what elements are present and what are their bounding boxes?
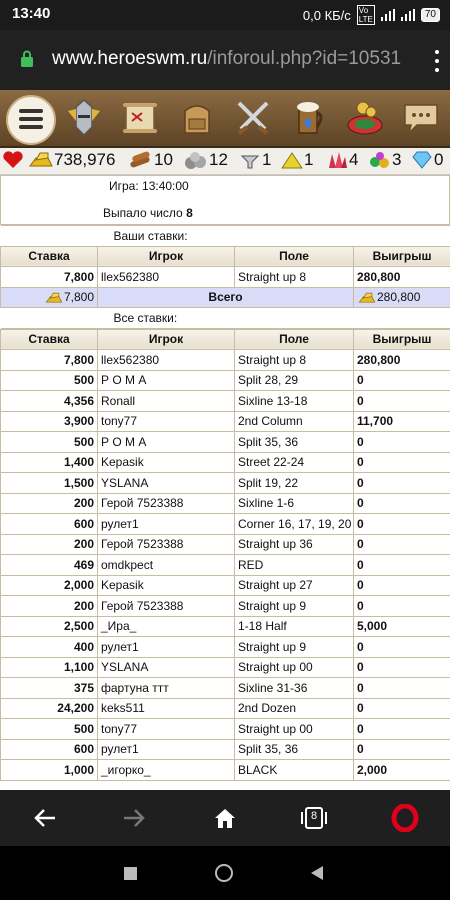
table-row bbox=[1, 637, 450, 658]
bet-field: BLACK bbox=[235, 760, 354, 781]
bet-field: Straight up 8 bbox=[235, 350, 354, 371]
status-icons bbox=[303, 5, 440, 25]
table-row bbox=[1, 657, 450, 678]
win-amount: 0 bbox=[354, 596, 450, 617]
browser-bottom-nav bbox=[0, 790, 450, 846]
player-name[interactable]: Kepasik bbox=[98, 575, 235, 596]
bet-amount: 2,500 bbox=[1, 616, 98, 637]
rolled-number: 8 bbox=[186, 206, 193, 220]
gems-resource bbox=[368, 150, 401, 170]
win-amount: 5,000 bbox=[354, 616, 450, 637]
table-row bbox=[1, 452, 450, 473]
bet-amount: 375 bbox=[1, 678, 98, 699]
home-icon[interactable] bbox=[213, 806, 237, 830]
header-bet: Ставка bbox=[1, 329, 98, 350]
bet-field: Split 19, 22 bbox=[235, 473, 354, 494]
player-name[interactable]: Kepasik bbox=[98, 452, 235, 473]
signal-icon-2 bbox=[401, 9, 415, 21]
total-label: Всего bbox=[98, 287, 354, 308]
bet-field: 2nd Dozen bbox=[235, 698, 354, 719]
bet-amount: 400 bbox=[1, 637, 98, 658]
gems-icon bbox=[368, 150, 392, 170]
table-row bbox=[1, 760, 450, 781]
table-row bbox=[1, 739, 450, 760]
sulfur-resource bbox=[280, 150, 313, 170]
bet-field: Split 35, 36 bbox=[235, 739, 354, 760]
bet-amount: 200 bbox=[1, 493, 98, 514]
table-row bbox=[1, 616, 450, 637]
win-amount: 0 bbox=[354, 452, 450, 473]
bet-amount: 1,100 bbox=[1, 657, 98, 678]
player-name[interactable]: llex562380 bbox=[98, 267, 235, 288]
all-bets-title: Все ставки: bbox=[113, 310, 178, 325]
header-field: Поле bbox=[235, 329, 354, 350]
tabs-button[interactable] bbox=[300, 804, 328, 832]
recents-icon[interactable] bbox=[124, 867, 137, 880]
heart-icon bbox=[2, 150, 24, 170]
win-amount: 0 bbox=[354, 432, 450, 453]
backpack-icon[interactable] bbox=[175, 97, 219, 139]
win-amount: 0 bbox=[354, 370, 450, 391]
table-row bbox=[1, 575, 450, 596]
game-info bbox=[0, 175, 450, 225]
player-name[interactable]: _игорко_ bbox=[98, 760, 235, 781]
table-row bbox=[1, 391, 450, 412]
bet-amount: 4,356 bbox=[1, 391, 98, 412]
bet-amount: 500 bbox=[1, 370, 98, 391]
crystal-resource bbox=[325, 150, 358, 170]
bet-field: Sixline 1-6 bbox=[235, 493, 354, 514]
win-amount: 0 bbox=[354, 493, 450, 514]
bet-amount: 2,000 bbox=[1, 575, 98, 596]
bet-amount: 600 bbox=[1, 739, 98, 760]
header-win: Выигрыш bbox=[354, 329, 450, 350]
bet-field: Straight up 9 bbox=[235, 596, 354, 617]
resources-bar bbox=[0, 148, 450, 175]
home-circle-icon[interactable] bbox=[215, 864, 233, 882]
bet-field: Split 35, 36 bbox=[235, 432, 354, 453]
crystal-amount: 4 bbox=[349, 150, 359, 169]
player-name[interactable]: рулет1 bbox=[98, 514, 235, 535]
crystal-icon bbox=[325, 150, 349, 170]
table-row bbox=[1, 493, 450, 514]
gold-resource bbox=[28, 150, 115, 170]
forward-arrow-icon[interactable] bbox=[122, 807, 146, 829]
system-nav-bar bbox=[0, 846, 450, 900]
lock-icon bbox=[20, 50, 34, 68]
table-row bbox=[1, 350, 450, 371]
total-row bbox=[1, 287, 450, 308]
bet-amount: 200 bbox=[1, 534, 98, 555]
win-amount: 0 bbox=[354, 698, 450, 719]
win-amount: 280,800 bbox=[354, 350, 450, 371]
table-row bbox=[1, 411, 450, 432]
header-player: Игрок bbox=[98, 329, 235, 350]
volte-icon: Vo LTE bbox=[358, 6, 373, 24]
total-bet bbox=[1, 287, 98, 308]
map-scroll-icon[interactable] bbox=[118, 97, 162, 139]
url-field[interactable] bbox=[52, 48, 407, 70]
bet-field: Street 22-24 bbox=[235, 452, 354, 473]
player-name[interactable]: YSLANA bbox=[98, 473, 235, 494]
bet-field: Straight up 27 bbox=[235, 575, 354, 596]
opera-logo-icon[interactable] bbox=[391, 804, 419, 832]
mercury-amount: 1 bbox=[262, 150, 272, 169]
ore-amount: 12 bbox=[209, 150, 228, 169]
table-row bbox=[1, 432, 450, 453]
bet-amount: 200 bbox=[1, 596, 98, 617]
all-bets-title-row bbox=[1, 308, 450, 329]
diamond-icon bbox=[410, 150, 434, 170]
ore-resource bbox=[183, 150, 228, 170]
win-amount: 11,700 bbox=[354, 411, 450, 432]
browser-url-bar bbox=[0, 30, 450, 90]
bet-amount: 7,800 bbox=[1, 350, 98, 371]
clock: 13:40 bbox=[12, 5, 51, 22]
bet-field: Split 28, 29 bbox=[235, 370, 354, 391]
bet-field: Straight up 8 bbox=[235, 267, 354, 288]
ore-icon bbox=[183, 150, 209, 170]
win-amount: 0 bbox=[354, 637, 450, 658]
bet-amount: 3,900 bbox=[1, 411, 98, 432]
player-name[interactable]: tony77 bbox=[98, 411, 235, 432]
sulfur-icon bbox=[280, 150, 304, 170]
health-indicator bbox=[2, 150, 24, 170]
my-bets-title-row bbox=[1, 226, 450, 247]
gold-icon bbox=[44, 291, 64, 305]
player-name[interactable]: omdkpect bbox=[98, 555, 235, 576]
all-bets-table bbox=[0, 329, 450, 781]
rolled-number-line bbox=[103, 206, 193, 220]
win-amount: 0 bbox=[354, 473, 450, 494]
menu-button[interactable] bbox=[6, 95, 56, 145]
win-amount: 0 bbox=[354, 657, 450, 678]
diamonds-resource bbox=[410, 150, 443, 170]
table-row bbox=[1, 555, 450, 576]
table-row bbox=[1, 473, 450, 494]
gold-icon bbox=[357, 291, 377, 305]
back-triangle-icon[interactable] bbox=[310, 865, 324, 881]
win-amount: 0 bbox=[354, 739, 450, 760]
bet-field: Straight up 36 bbox=[235, 534, 354, 555]
wood-resource bbox=[128, 150, 173, 170]
page-content bbox=[0, 175, 450, 790]
my-bets-title: Ваши ставки: bbox=[113, 228, 188, 243]
player-name[interactable]: Ronall bbox=[98, 391, 235, 412]
player-name[interactable]: рулет1 bbox=[98, 637, 235, 658]
gems-amount: 3 bbox=[392, 150, 402, 169]
table-row bbox=[1, 514, 450, 535]
bet-amount: 500 bbox=[1, 432, 98, 453]
bet-field: Sixline 13-18 bbox=[235, 391, 354, 412]
my-bets-header bbox=[1, 246, 450, 267]
header-win: Выигрыш bbox=[354, 246, 450, 267]
bet-field: Straight up 9 bbox=[235, 637, 354, 658]
total-bet-amount: 7,800 bbox=[63, 289, 94, 304]
bet-field: 2nd Column bbox=[235, 411, 354, 432]
game-nav-bar bbox=[0, 90, 450, 148]
player-name[interactable]: Герой 7523388 bbox=[98, 596, 235, 617]
total-win bbox=[354, 287, 450, 308]
player-name[interactable]: tony77 bbox=[98, 719, 235, 740]
bet-field: Sixline 31-36 bbox=[235, 678, 354, 699]
status-bar bbox=[0, 0, 450, 30]
wood-amount: 10 bbox=[154, 150, 173, 169]
table-row bbox=[1, 719, 450, 740]
browser-menu-button[interactable] bbox=[434, 50, 440, 72]
bet-amount: 600 bbox=[1, 514, 98, 535]
table-row bbox=[1, 370, 450, 391]
bet-amount: 469 bbox=[1, 555, 98, 576]
battery-icon: 70 bbox=[421, 8, 440, 22]
table-row bbox=[1, 596, 450, 617]
win-amount: 2,000 bbox=[354, 760, 450, 781]
bet-field: Corner 16, 17, 19, 20 bbox=[235, 514, 354, 535]
win-amount: 280,800 bbox=[354, 267, 450, 288]
bet-amount: 500 bbox=[1, 719, 98, 740]
bet-amount: 7,800 bbox=[1, 267, 98, 288]
tavern-mug-icon[interactable] bbox=[287, 97, 331, 139]
network-speed: 0,0 КБ/с bbox=[302, 7, 351, 23]
knight-helmet-icon[interactable] bbox=[62, 97, 106, 139]
mercury-resource bbox=[238, 150, 271, 170]
win-amount: 0 bbox=[354, 575, 450, 596]
url-path: /inforoul.php?id=10531 bbox=[207, 48, 402, 69]
bet-amount: 24,200 bbox=[1, 698, 98, 719]
back-arrow-icon[interactable] bbox=[33, 807, 57, 829]
player-name[interactable]: Р О М А bbox=[98, 370, 235, 391]
rolled-number-label: Выпало число bbox=[103, 206, 183, 220]
bet-amount: 1,500 bbox=[1, 473, 98, 494]
win-amount: 0 bbox=[354, 391, 450, 412]
tabs-count: 8 bbox=[310, 810, 318, 822]
my-bets-table bbox=[0, 225, 450, 329]
bet-amount: 1,400 bbox=[1, 452, 98, 473]
table-row bbox=[1, 267, 450, 288]
win-amount: 0 bbox=[354, 555, 450, 576]
gold-icon bbox=[28, 150, 54, 170]
url-domain: www.heroeswm.ru bbox=[52, 48, 208, 69]
bet-field: 1-18 Half bbox=[235, 616, 354, 637]
mercury-icon bbox=[238, 150, 262, 170]
player-name[interactable]: _Ира_ bbox=[98, 616, 235, 637]
player-name[interactable]: Герой 7523388 bbox=[98, 493, 235, 514]
win-amount: 0 bbox=[354, 678, 450, 699]
bet-field: RED bbox=[235, 555, 354, 576]
header-player: Игрок bbox=[98, 246, 235, 267]
player-name[interactable]: Р О М А bbox=[98, 432, 235, 453]
chat-bubble-icon[interactable] bbox=[399, 97, 443, 139]
all-bets-header bbox=[1, 329, 450, 350]
roulette-icon[interactable] bbox=[343, 97, 387, 139]
wood-icon bbox=[128, 150, 154, 170]
sulfur-amount: 1 bbox=[304, 150, 314, 169]
player-name[interactable]: llex562380 bbox=[98, 350, 235, 371]
game-time: Игра: 13:40:00 bbox=[109, 179, 189, 193]
win-amount: 0 bbox=[354, 534, 450, 555]
diamonds-amount: 0 bbox=[434, 150, 444, 169]
table-row bbox=[1, 698, 450, 719]
player-name[interactable]: рулет1 bbox=[98, 739, 235, 760]
crossed-swords-icon[interactable] bbox=[231, 97, 275, 139]
gold-amount: 738,976 bbox=[54, 150, 116, 169]
signal-icon bbox=[381, 9, 395, 21]
header-bet: Ставка bbox=[1, 246, 98, 267]
table-row bbox=[1, 534, 450, 555]
win-amount: 0 bbox=[354, 719, 450, 740]
header-field: Поле bbox=[235, 246, 354, 267]
player-name[interactable]: Герой 7523388 bbox=[98, 534, 235, 555]
bet-amount: 1,000 bbox=[1, 760, 98, 781]
player-name[interactable]: фартуна ттт bbox=[98, 678, 235, 699]
bet-field: Straight up 00 bbox=[235, 719, 354, 740]
bet-field: Straight up 00 bbox=[235, 657, 354, 678]
win-amount: 0 bbox=[354, 514, 450, 535]
player-name[interactable]: keks511 bbox=[98, 698, 235, 719]
player-name[interactable]: YSLANA bbox=[98, 657, 235, 678]
table-row bbox=[1, 678, 450, 699]
total-win-amount: 280,800 bbox=[377, 289, 421, 304]
